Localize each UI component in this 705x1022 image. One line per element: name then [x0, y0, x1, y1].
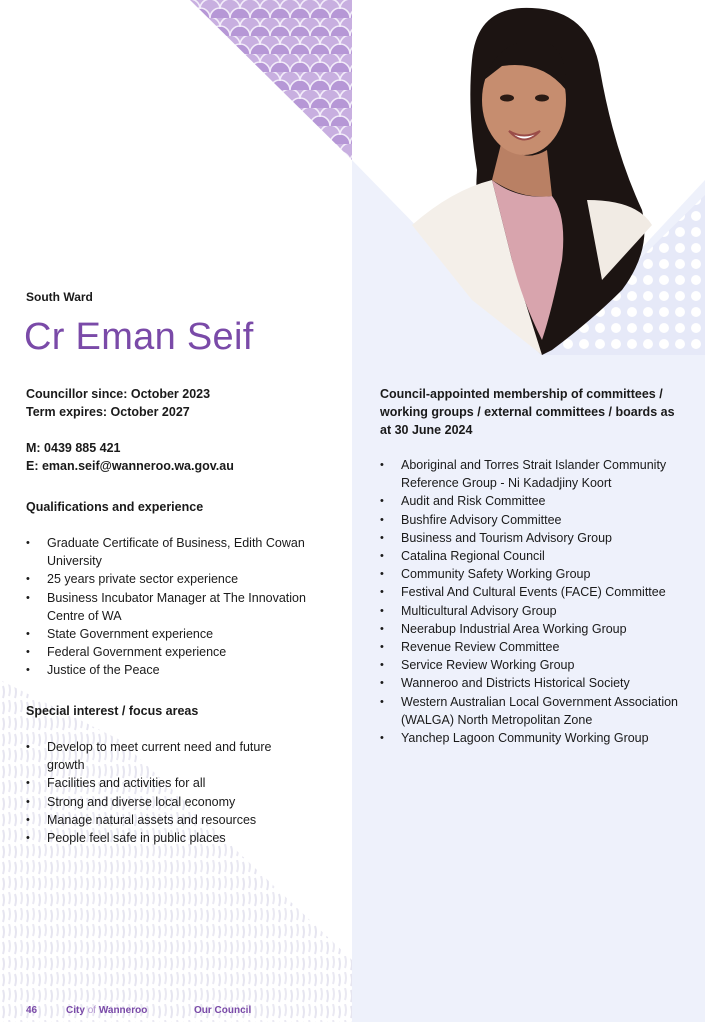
ward-label: South Ward: [26, 290, 93, 304]
list-item: • Business Incubator Manager at The Innovation Centre of WA: [26, 589, 326, 625]
list-item: • Justice of the Peace: [26, 661, 326, 679]
list-item: • Facilities and activities for all: [26, 774, 301, 792]
qualifications-list: [26, 534, 326, 680]
interests-heading: Special interest / focus areas: [26, 704, 199, 718]
list-item: • Wanneroo and Districts Historical Society: [380, 674, 685, 692]
term-expires: Term expires: October 2027: [26, 405, 190, 419]
list-item: • Business and Tourism Advisory Group: [380, 529, 685, 547]
page-number: 46: [26, 1005, 38, 1016]
list-item: • Neerabup Industrial Area Working Group: [380, 620, 685, 638]
email-address[interactable]: E: eman.seif@wanneroo.wa.gov.au: [26, 459, 234, 473]
councillor-name: Cr Eman Seif: [24, 316, 254, 358]
decorative-scallop-triangle: [190, 0, 352, 160]
list-item: • Community Safety Working Group: [380, 565, 685, 583]
list-item: • Audit and Risk Committee: [380, 492, 685, 510]
qualifications-heading: Qualifications and experience: [26, 500, 204, 514]
committees-heading: Council-appointed membership of committees / working groups / external committees / boards as at 30 June 2024: [380, 387, 675, 437]
list-item: • Festival And Cultural Events (FACE) Committee: [380, 583, 685, 601]
list-item: • Bushfire Advisory Committee: [380, 511, 685, 529]
contact-details: [26, 385, 346, 475]
list-item: • Develop to meet current need and future growth: [26, 738, 301, 774]
footer-brand: [66, 1005, 147, 1016]
footer-brand-wanneroo: Wanneroo: [98, 1005, 148, 1016]
list-item: • State Government experience: [26, 625, 326, 643]
list-item: • Manage natural assets and resources: [26, 811, 301, 829]
list-item: • 25 years private sector experience: [26, 570, 326, 588]
footer-brand-of: of: [87, 1005, 97, 1016]
list-item: • Graduate Certificate of Business, Edith Cowan University: [26, 534, 326, 570]
list-item: • Service Review Working Group: [380, 656, 685, 674]
footer-section: Our Council: [194, 1005, 252, 1016]
footer-brand-city: City: [66, 1005, 85, 1016]
councillor-photo: [352, 0, 705, 355]
councillor-since: Councillor since: October 2023: [26, 387, 211, 401]
list-item: • Revenue Review Committee: [380, 638, 685, 656]
committees-list: [380, 456, 685, 747]
list-item: • Federal Government experience: [26, 643, 326, 661]
list-item: • Strong and diverse local economy: [26, 793, 301, 811]
list-item: • People feel safe in public places: [26, 829, 301, 847]
interests-list: [26, 738, 301, 847]
list-item: • Multicultural Advisory Group: [380, 602, 685, 620]
list-item: • Yanchep Lagoon Community Working Group: [380, 729, 685, 747]
mobile-number: M: 0439 885 421: [26, 441, 121, 455]
list-item: • Aboriginal and Torres Strait Islander Community Reference Group - Ni Kadadjiny Koort: [380, 456, 685, 492]
list-item: • Western Australian Local Government Association (WALGA) North Metropolitan Zone: [380, 693, 685, 729]
list-item: • Catalina Regional Council: [380, 547, 685, 565]
